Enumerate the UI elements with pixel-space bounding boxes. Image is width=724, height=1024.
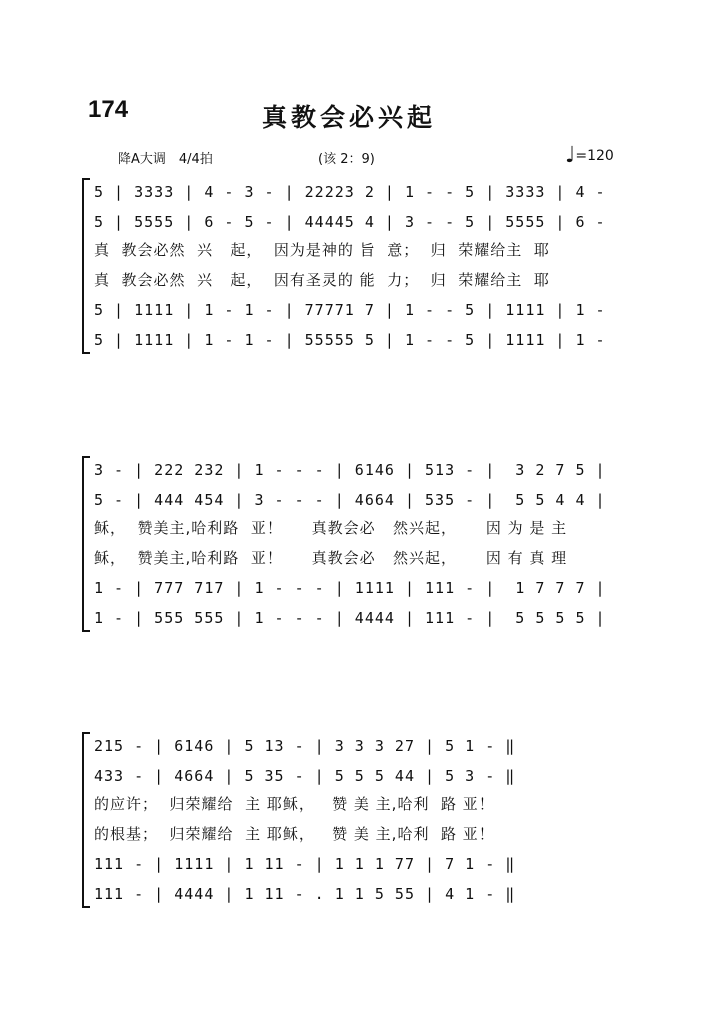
system-bracket xyxy=(82,456,90,632)
system-bracket xyxy=(82,732,90,908)
tenor-line: 1 - | 777 717 | 1 - - - | 1111 | 111 - | 1 7 7 7 | xyxy=(94,579,606,597)
bass-line: 1 - | 555 555 | 1 - - - | 4444 | 111 - | 5 5 5 5 | xyxy=(94,609,606,627)
lyrics-verse-2: 真 教会必然 兴 起， 因有圣灵的 能 力； 归 荣耀给主 耶 xyxy=(94,271,550,289)
lyrics-verse-1: 真 教会必然 兴 起， 因为是神的 旨 意； 归 荣耀给主 耶 xyxy=(94,241,550,259)
soprano-line: 215 - | 6146 | 5 13 - | 3 3 3 27 | 5 1 - ‖ xyxy=(94,737,516,755)
score-system-2 xyxy=(82,456,618,632)
quarter-note-icon: ♩ xyxy=(565,143,576,168)
alto-line: 5 | 5555 | 6 - 5 - | 44445 4 | 3 - - 5 | 5555 | 6 - xyxy=(94,213,606,231)
lyrics-verse-1: 稣， 赞美主,哈利路 亚！ 真教会必 然兴起， 因 为 是 主 xyxy=(94,519,568,537)
alto-line: 433 - | 4664 | 5 35 - | 5 5 5 44 | 5 3 - ‖ xyxy=(94,767,516,785)
bass-line: 5 | 1111 | 1 - 1 - | 55555 5 | 1 - - 5 | 1111 | 1 - xyxy=(94,331,606,349)
key-and-meter: 降A大调 4/4拍 xyxy=(118,152,213,167)
score-system-3 xyxy=(82,732,618,908)
tempo-marking xyxy=(565,143,614,168)
tenor-line: 111 - | 1111 | 1 11 - | 1 1 1 77 | 7 1 - ‖ xyxy=(94,855,516,873)
system-bracket xyxy=(82,178,90,354)
tempo-value: =120 xyxy=(575,148,614,164)
soprano-line: 3 - | 222 232 | 1 - - - | 6146 | 513 - | 3 2 7 5 | xyxy=(94,461,606,479)
lyrics-verse-1: 的应许； 归荣耀给 主 耶稣， 赞 美 主,哈利 路 亚！ xyxy=(94,795,495,813)
scripture-reference: (该 2：9) xyxy=(318,152,375,167)
lyrics-verse-2: 的根基； 归荣耀给 主 耶稣， 赞 美 主,哈利 路 亚！ xyxy=(94,825,495,843)
soprano-line: 5 | 3333 | 4 - 3 - | 22223 2 | 1 - - 5 | 3333 | 4 - xyxy=(94,183,606,201)
score-system-1 xyxy=(82,178,618,354)
tenor-line: 5 | 1111 | 1 - 1 - | 77771 7 | 1 - - 5 | 1111 | 1 - xyxy=(94,301,606,319)
alto-line: 5 - | 444 454 | 3 - - - | 4664 | 535 - | 5 5 4 4 | xyxy=(94,491,606,509)
hymn-number: 174 xyxy=(88,96,129,123)
bass-line: 111 - | 4444 | 1 11 - . 1 1 5 55 | 4 1 - ‖ xyxy=(94,885,516,903)
lyrics-verse-2: 稣， 赞美主,哈利路 亚！ 真教会必 然兴起， 因 有 真 理 xyxy=(94,549,568,567)
hymn-title: 真教会必兴起 xyxy=(262,103,437,132)
